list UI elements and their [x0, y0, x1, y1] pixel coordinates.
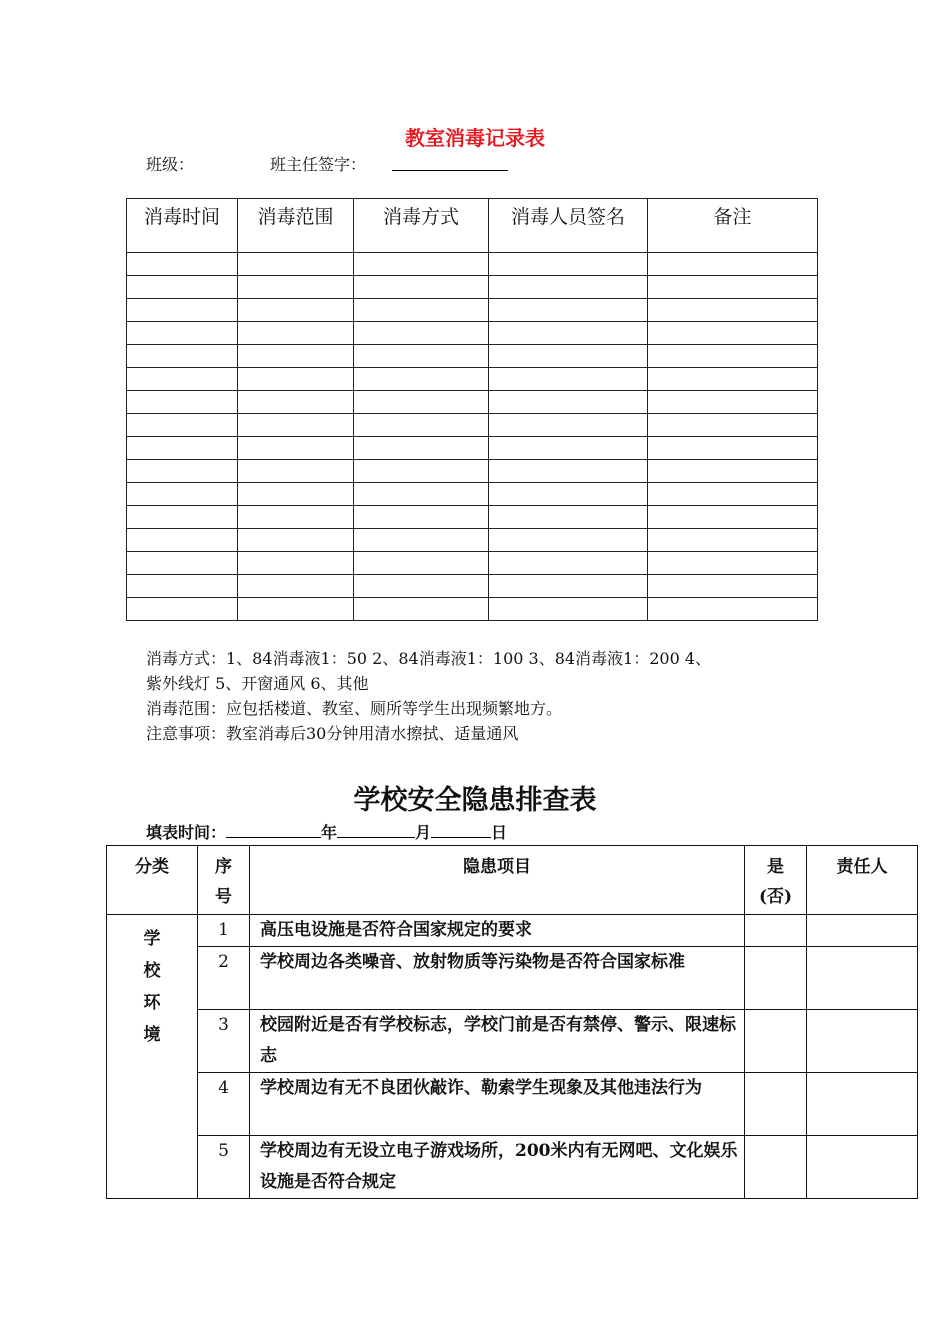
record-cell[interactable]	[354, 253, 489, 276]
record-cell[interactable]	[127, 368, 238, 391]
record-table-title: 教室消毒记录表	[405, 126, 545, 150]
hazard-item: 校园附近是否有学校标志，学校门前是否有禁停、警示、限速标志	[250, 1010, 745, 1073]
notes-caution: 注意事项：教室消毒后30分钟用清水擦拭、适量通风	[146, 724, 519, 743]
record-cell[interactable]	[127, 552, 238, 575]
class-label: 班级：	[146, 155, 195, 174]
header-yes-no	[745, 846, 807, 915]
header-remarks: 备注	[648, 199, 818, 253]
record-cell[interactable]	[238, 460, 354, 483]
header-seq	[198, 846, 250, 915]
record-cell[interactable]	[354, 506, 489, 529]
record-cell[interactable]	[648, 345, 818, 368]
record-row	[127, 460, 818, 483]
record-row	[127, 345, 818, 368]
header-seq-top: 序	[215, 857, 232, 877]
record-cell[interactable]	[238, 575, 354, 598]
record-row	[127, 391, 818, 414]
record-cell[interactable]	[127, 598, 238, 621]
record-cell[interactable]	[489, 483, 648, 506]
record-cell[interactable]	[489, 437, 648, 460]
record-cell[interactable]	[354, 345, 489, 368]
record-cell[interactable]	[648, 368, 818, 391]
record-cell[interactable]	[127, 483, 238, 506]
yes-no-cell[interactable]	[745, 1010, 807, 1073]
row-number: 5	[198, 1136, 250, 1199]
header-yes-bottom: (否)	[758, 887, 793, 907]
record-cell[interactable]	[489, 368, 648, 391]
safety-hazard-table	[106, 845, 918, 1199]
record-cell[interactable]	[489, 529, 648, 552]
record-row	[127, 368, 818, 391]
record-cell[interactable]	[354, 299, 489, 322]
row-number: 2	[198, 947, 250, 1010]
record-row	[127, 299, 818, 322]
table-header-row	[127, 199, 818, 253]
record-row	[127, 506, 818, 529]
record-cell[interactable]	[354, 437, 489, 460]
record-cell[interactable]	[238, 345, 354, 368]
owner-cell[interactable]	[807, 1073, 918, 1136]
header-signature: 消毒人员签名	[489, 199, 648, 253]
record-cell[interactable]	[648, 253, 818, 276]
yes-no-cell[interactable]	[745, 947, 807, 1010]
notes-method-line1: 消毒方式：1、84消毒液1：50 2、84消毒液1：100 3、84消毒液1：200 4、	[146, 649, 712, 668]
record-cell[interactable]	[127, 276, 238, 299]
day-blank[interactable]	[431, 821, 491, 838]
record-cell[interactable]	[648, 483, 818, 506]
record-cell[interactable]	[354, 460, 489, 483]
owner-cell[interactable]	[807, 915, 918, 947]
record-cell[interactable]	[489, 552, 648, 575]
record-cell[interactable]	[354, 276, 489, 299]
record-row	[127, 483, 818, 506]
record-cell[interactable]	[127, 460, 238, 483]
record-cell[interactable]	[354, 575, 489, 598]
record-cell[interactable]	[648, 598, 818, 621]
hazard-table-title: 学校安全隐患排查表	[353, 785, 597, 816]
record-row	[127, 322, 818, 345]
signature-line[interactable]	[392, 170, 508, 171]
fill-date-row	[146, 820, 507, 843]
hazard-row	[107, 1073, 918, 1136]
record-cell[interactable]	[238, 276, 354, 299]
yes-no-cell[interactable]	[745, 915, 807, 947]
header-yes-top: 是	[767, 857, 784, 877]
record-cell[interactable]	[489, 391, 648, 414]
header-seq-bottom: 号	[215, 887, 232, 907]
category-cell	[107, 915, 198, 1199]
notes-scope: 消毒范围：应包括楼道、教室、厕所等学生出现频繁地方。	[146, 699, 563, 718]
record-cell[interactable]	[489, 345, 648, 368]
record-row	[127, 552, 818, 575]
record-cell[interactable]	[489, 575, 648, 598]
record-cell[interactable]	[238, 391, 354, 414]
record-cell[interactable]	[648, 506, 818, 529]
record-cell[interactable]	[648, 391, 818, 414]
record-cell[interactable]	[648, 575, 818, 598]
hazard-row	[107, 915, 918, 947]
category-char: 校	[143, 961, 161, 981]
teacher-sign-label: 班主任签字：	[270, 155, 367, 174]
month-blank[interactable]	[337, 821, 415, 838]
header-owner: 责任人	[807, 846, 918, 915]
record-cell[interactable]	[489, 276, 648, 299]
record-cell[interactable]	[127, 322, 238, 345]
record-cell[interactable]	[648, 322, 818, 345]
record-cell[interactable]	[127, 575, 238, 598]
record-cell[interactable]	[354, 529, 489, 552]
record-cell[interactable]	[127, 529, 238, 552]
record-cell[interactable]	[238, 299, 354, 322]
record-cell[interactable]	[127, 391, 238, 414]
record-cell[interactable]	[648, 414, 818, 437]
hazard-row	[107, 1010, 918, 1073]
header-item: 隐患项目	[250, 846, 745, 915]
record-cell[interactable]	[238, 598, 354, 621]
record-cell[interactable]	[354, 483, 489, 506]
record-row	[127, 253, 818, 276]
record-cell[interactable]	[127, 414, 238, 437]
fill-date-label: 填表时间：	[146, 823, 227, 842]
record-row	[127, 598, 818, 621]
record-cell[interactable]	[489, 460, 648, 483]
hazard-item: 学校周边各类噪音、放射物质等污染物是否符合国家标准	[250, 947, 745, 1010]
record-row	[127, 529, 818, 552]
category-char: 环	[143, 993, 161, 1013]
record-cell[interactable]	[489, 253, 648, 276]
owner-cell[interactable]	[807, 1010, 918, 1073]
record-row	[127, 437, 818, 460]
record-cell[interactable]	[238, 368, 354, 391]
month-label: 月	[415, 823, 432, 842]
record-row	[127, 575, 818, 598]
notes-method-line2: 紫外线灯 5、开窗通风 6、其他	[146, 674, 369, 693]
row-number: 1	[198, 915, 250, 947]
record-cell[interactable]	[648, 460, 818, 483]
record-cell[interactable]	[238, 552, 354, 575]
record-row	[127, 276, 818, 299]
year-blank[interactable]	[226, 821, 321, 838]
record-table-body	[127, 253, 818, 621]
record-cell[interactable]	[489, 299, 648, 322]
record-cell[interactable]	[354, 552, 489, 575]
record-cell[interactable]	[648, 276, 818, 299]
record-cell[interactable]	[127, 299, 238, 322]
record-cell[interactable]	[648, 529, 818, 552]
year-label: 年	[321, 823, 338, 842]
header-scope: 消毒范围	[238, 199, 354, 253]
record-cell[interactable]	[489, 322, 648, 345]
record-row	[127, 414, 818, 437]
row-number: 3	[198, 1010, 250, 1073]
record-cell[interactable]	[648, 552, 818, 575]
record-cell[interactable]	[648, 437, 818, 460]
record-cell[interactable]	[354, 368, 489, 391]
record-cell[interactable]	[238, 437, 354, 460]
record-cell[interactable]	[238, 414, 354, 437]
hazard-row	[107, 947, 918, 1010]
record-cell[interactable]	[238, 529, 354, 552]
record-cell[interactable]	[238, 253, 354, 276]
record-cell[interactable]	[354, 414, 489, 437]
row-number: 4	[198, 1073, 250, 1136]
record-cell[interactable]	[127, 506, 238, 529]
record-cell[interactable]	[354, 598, 489, 621]
hazard-item: 高压电设施是否符合国家规定的要求	[250, 915, 745, 947]
hazard-row	[107, 1136, 918, 1199]
day-label: 日	[491, 823, 508, 842]
disinfection-record-table	[126, 198, 818, 621]
record-cell[interactable]	[354, 322, 489, 345]
record-cell[interactable]	[238, 483, 354, 506]
record-cell[interactable]	[648, 299, 818, 322]
header-method: 消毒方式	[354, 199, 489, 253]
hazard-item: 学校周边有无设立电子游戏场所，200米内有无网吧、文化娱乐设施是否符合规定	[250, 1136, 745, 1199]
record-cell[interactable]	[489, 414, 648, 437]
record-cell[interactable]	[489, 598, 648, 621]
record-cell[interactable]	[238, 322, 354, 345]
record-cell[interactable]	[354, 391, 489, 414]
hazard-header-row	[107, 846, 918, 915]
header-time: 消毒时间	[127, 199, 238, 253]
hazard-item: 学校周边有无不良团伙敲诈、勒索学生现象及其他违法行为	[250, 1073, 745, 1136]
yes-no-cell[interactable]	[745, 1073, 807, 1136]
record-cell[interactable]	[127, 253, 238, 276]
record-cell[interactable]	[127, 437, 238, 460]
owner-cell[interactable]	[807, 1136, 918, 1199]
record-cell[interactable]	[238, 506, 354, 529]
record-cell[interactable]	[489, 506, 648, 529]
yes-no-cell[interactable]	[745, 1136, 807, 1199]
category-char: 学	[143, 929, 161, 949]
header-category: 分类	[107, 846, 198, 915]
owner-cell[interactable]	[807, 947, 918, 1010]
category-char: 境	[143, 1025, 161, 1045]
record-cell[interactable]	[127, 345, 238, 368]
